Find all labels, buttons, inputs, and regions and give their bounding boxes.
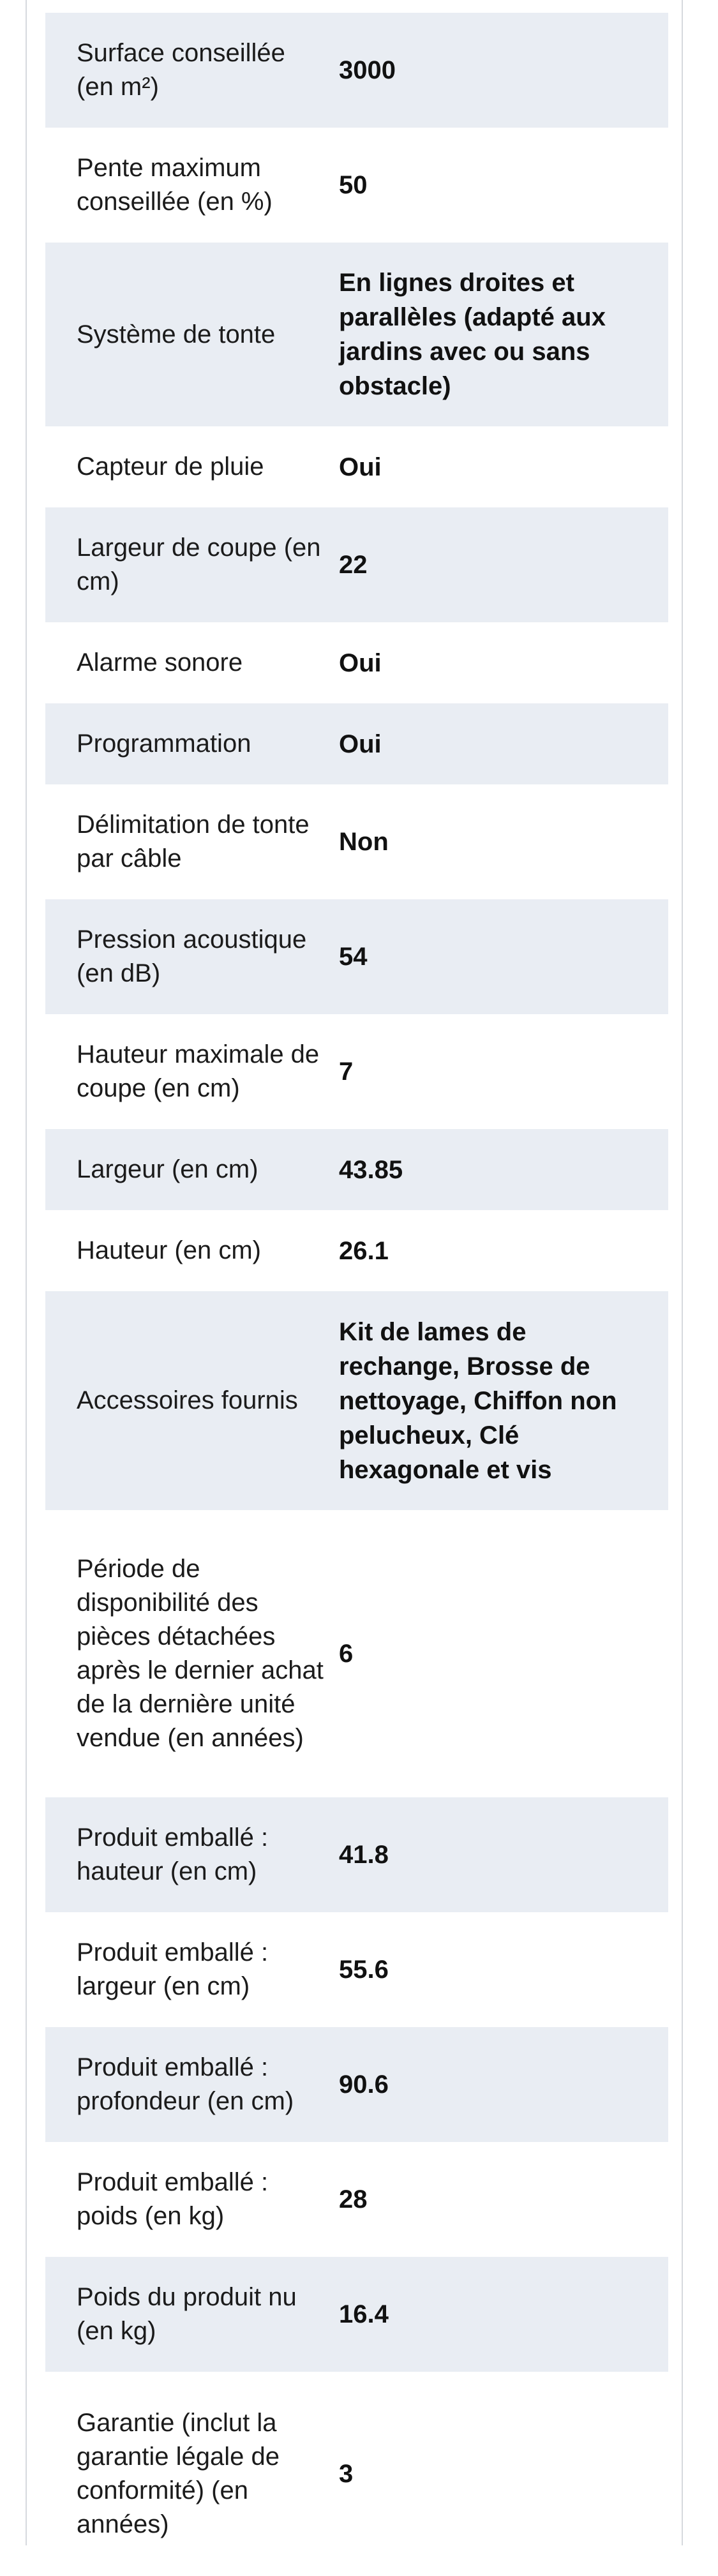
spec-row-pieces-detachees: [45, 1510, 668, 1797]
spec-row-pente: [45, 128, 668, 243]
spec-row-pression-acoustique: [45, 899, 668, 1014]
spec-label: Surface conseillée (en m²): [77, 39, 285, 101]
spec-value: 16.4: [339, 2300, 389, 2328]
spec-value: 22: [339, 551, 368, 579]
spec-value: 50: [339, 171, 368, 199]
spec-row-systeme-tonte: [45, 243, 668, 426]
spec-value: Kit de lames de rechange, Brosse de nettoyage, Chiffon non pelucheux, Clé hexagonale et vis: [339, 1317, 617, 1484]
spec-value: Oui: [339, 730, 382, 758]
spec-label: Système de tonte: [77, 320, 276, 348]
spec-value: 43.85: [339, 1155, 403, 1184]
spec-label: Garantie (inclut la garantie légale de conformité) (en années): [77, 2409, 280, 2538]
spec-value: Oui: [339, 453, 382, 481]
spec-label: Largeur (en cm): [77, 1155, 258, 1183]
spec-row-capteur-pluie: [45, 426, 668, 507]
spec-label: Pression acoustique (en dB): [77, 925, 307, 987]
spec-value: 6: [339, 1640, 354, 1668]
spec-label: Pente maximum conseillée (en %): [77, 154, 273, 216]
spec-value: 26.1: [339, 1236, 389, 1265]
spec-label: Produit emballé : profondeur (en cm): [77, 2053, 294, 2115]
spec-label: Hauteur maximale de coupe (en cm): [77, 1040, 320, 1102]
specifications-table: [45, 13, 668, 2576]
spec-row-garantie: [45, 2372, 668, 2576]
spec-row-hauteur: [45, 1210, 668, 1291]
spec-value: 3000: [339, 56, 396, 84]
spec-row-hauteur-coupe: [45, 1014, 668, 1129]
spec-value: 55.6: [339, 1956, 389, 1984]
spec-value: Non: [339, 828, 389, 856]
spec-row-surface: [45, 13, 668, 128]
spec-label: Hauteur (en cm): [77, 1236, 261, 1264]
spec-row-largeur: [45, 1129, 668, 1210]
spec-label: Produit emballé : hauteur (en cm): [77, 1823, 269, 1885]
spec-row-emballe-hauteur: [45, 1797, 668, 1912]
spec-label: Délimitation de tonte par câble: [77, 811, 310, 872]
spec-row-poids-nu: [45, 2257, 668, 2372]
spec-label: Poids du produit nu (en kg): [77, 2283, 297, 2345]
spec-row-alarme: [45, 622, 668, 703]
spec-label: Produit emballé : poids (en kg): [77, 2168, 269, 2230]
spec-row-emballe-profondeur: [45, 2027, 668, 2142]
spec-value: 54: [339, 943, 368, 971]
spec-row-emballe-poids: [45, 2142, 668, 2257]
spec-value: 3: [339, 2460, 354, 2488]
spec-value: En lignes droites et parallèles (adapté aux jardins avec ou sans obstacle): [339, 269, 606, 400]
spec-row-accessoires: [45, 1291, 668, 1510]
spec-row-largeur-coupe: [45, 507, 668, 622]
spec-label: Capteur de pluie: [77, 453, 264, 481]
spec-value: 90.6: [339, 2071, 389, 2099]
spec-value: 28: [339, 2185, 368, 2213]
spec-label: Période de disponibilité des pièces détachées après le dernier achat de la dernière unité vendue (en années): [77, 1555, 324, 1752]
spec-row-programmation: [45, 703, 668, 784]
spec-label: Accessoires fournis: [77, 1386, 298, 1414]
spec-label: Produit emballé : largeur (en cm): [77, 1938, 269, 2000]
spec-value: Oui: [339, 648, 382, 677]
spec-value: 41.8: [339, 1841, 389, 1869]
spec-label: Alarme sonore: [77, 648, 243, 677]
spec-label: Largeur de coupe (en cm): [77, 534, 321, 595]
spec-row-emballe-largeur: [45, 1912, 668, 2027]
spec-label: Programmation: [77, 730, 251, 758]
spec-row-delimitation: [45, 784, 668, 899]
spec-value: 7: [339, 1058, 354, 1086]
